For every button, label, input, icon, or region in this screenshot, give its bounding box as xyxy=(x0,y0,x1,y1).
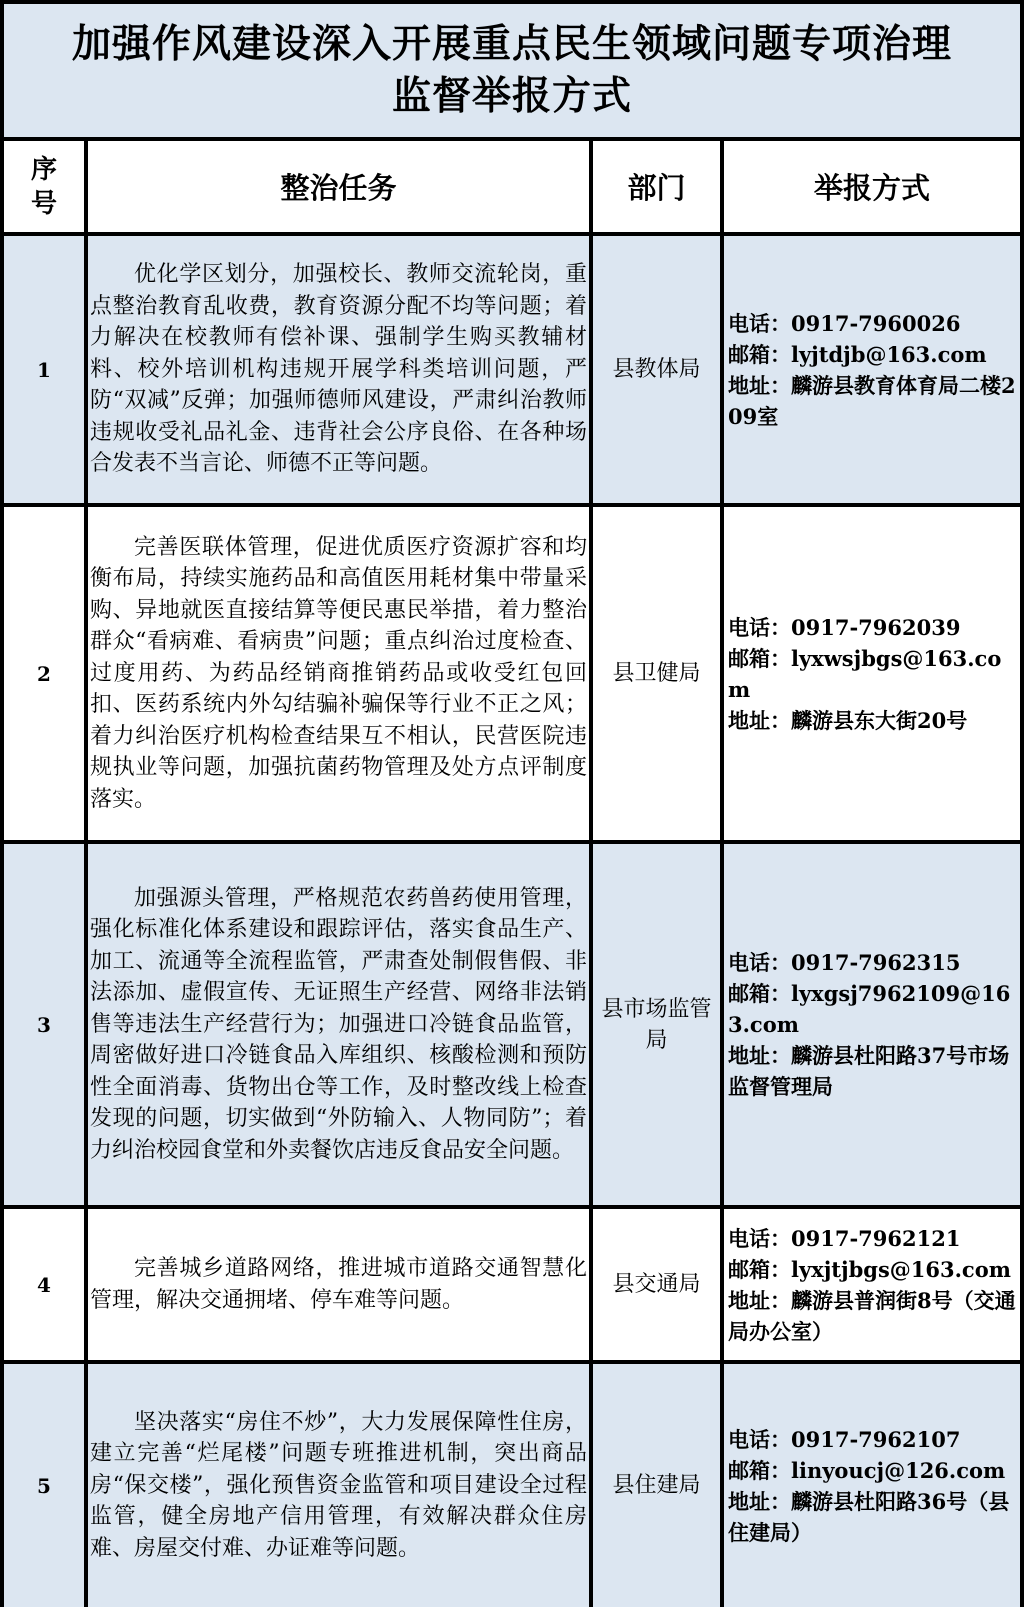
address-text: 地址：麟游县教育体育局二楼209室 xyxy=(728,372,1016,429)
contact-cell xyxy=(722,234,1020,505)
task-cell xyxy=(86,842,591,1207)
row-number: 4 xyxy=(4,1207,86,1362)
header-report: 举报方式 xyxy=(722,141,1020,234)
task-text: 加强源头管理，严格规范农药兽药使用管理，强化标准化体系建设和跟踪评估，落实食品生产、加工、流通等全流程监管，严肃查处制假售假、非法添加、虚假宣传、无证照生产经营、网络非法销售等违法生产经营行为；加强进口冷链食品监管，周密做好进口冷链食品入库组织、核酸检测和预防性全面消毒、货物出仓等工作，及时整改线上检查发现的问题，切实做到“外防输入、人物同防”；着力纠治校园食堂和外卖餐饮店违反食品安全问题。 xyxy=(90,885,587,1163)
table-row xyxy=(4,1362,1020,1607)
page-title-line-1: 加强作风建设深入开展重点民生领域问题专项治理 xyxy=(71,21,952,67)
email-text: 邮箱：lyjtdjb@163.com xyxy=(728,341,987,367)
table-row xyxy=(4,1207,1020,1362)
dept-cell: 县市场监管局 xyxy=(591,842,722,1207)
contact-cell xyxy=(722,842,1020,1207)
phone-text: 电话：0917-7962315 xyxy=(728,950,961,975)
task-text: 优化学区划分，加强校长、教师交流轮岗，重点整治教育乱收费，教育资源分配不均等问题；着力解决在校教师有偿补课、强制学生购买教辅材料、校外培训机构违规开展学科类培训问题，严防“双减”反弹；加强师德师风建设，严肃纠治教师违规收受礼品礼金、违背社会公序良俗、在各种场合发表不当言论、师德不正等问题。 xyxy=(90,262,587,477)
table-row xyxy=(4,234,1020,505)
email-text: 邮箱：lyxgsj7962109@163.com xyxy=(728,981,1011,1037)
table-row xyxy=(4,842,1020,1207)
phone-text: 电话：0917-7962121 xyxy=(728,1225,961,1251)
phone-text: 电话：0917-7960026 xyxy=(728,310,961,336)
page-title xyxy=(4,4,1020,141)
report-table xyxy=(4,141,1020,1607)
phone-text: 电话：0917-7962107 xyxy=(728,1426,961,1452)
task-cell xyxy=(86,234,591,505)
row-number: 2 xyxy=(4,505,86,842)
task-text: 完善城乡道路网络，推进城市道路交通智慧化管理，解决交通拥堵、停车难等问题。 xyxy=(90,1256,587,1313)
row-number: 1 xyxy=(4,234,86,505)
header-no: 序号 xyxy=(4,141,86,234)
contact-cell xyxy=(722,1207,1020,1362)
address-text: 地址：麟游县普润街8号（交通局办公室） xyxy=(728,1287,1016,1344)
address-text: 地址：麟游县杜阳路36号（县住建局） xyxy=(728,1488,1010,1545)
contact-cell xyxy=(722,1362,1020,1607)
row-number: 5 xyxy=(4,1362,86,1607)
task-text: 坚决落实“房住不炒”，大力发展保障性住房，建立完善“烂尾楼”问题专班推进机制，突出商品房“保交楼”，强化预售资金监管和项目建设全过程监管，健全房地产信用管理，有效解决群众住房难、房屋交付难、办证难等问题。 xyxy=(90,1409,587,1561)
header-dept: 部门 xyxy=(591,141,722,234)
row-number: 3 xyxy=(4,842,86,1207)
task-cell xyxy=(86,1207,591,1362)
table-row xyxy=(4,505,1020,842)
header-task: 整治任务 xyxy=(86,141,591,234)
email-text: 邮箱：lyxjtjbgs@163.com xyxy=(728,1256,1011,1282)
phone-text: 电话：0917-7962039 xyxy=(728,614,961,640)
task-cell xyxy=(86,505,591,842)
email-text: 邮箱：lyxwsjbgs@163.com xyxy=(728,645,1002,702)
contact-cell xyxy=(722,505,1020,842)
dept-cell: 县交通局 xyxy=(591,1207,722,1362)
page-title-line-2: 监督举报方式 xyxy=(391,73,632,119)
address-text: 地址：麟游县杜阳路37号市场监督管理局 xyxy=(728,1043,1010,1099)
dept-cell: 县教体局 xyxy=(591,234,722,505)
dept-cell: 县卫健局 xyxy=(591,505,722,842)
address-text: 地址：麟游县东大街20号 xyxy=(728,707,968,733)
table-header-row xyxy=(4,141,1020,234)
dept-cell: 县住建局 xyxy=(591,1362,722,1607)
task-cell xyxy=(86,1362,591,1607)
task-text: 完善医联体管理，促进优质医疗资源扩容和均衡布局，持续实施药品和高值医用耗材集中带量采购、异地就医直接结算等便民惠民举措，着力整治群众“看病难、看病贵”问题；重点纠治过度检查、过度用药、为药品经销商推销药品或收受红包回扣、医药系统内外勾结骗补骗保等行业不正之风；着力纠治医疗机构检查结果互不相认，民营医院违规执业等问题，加强抗菌药物管理及处方点评制度落实。 xyxy=(90,534,587,812)
email-text: 邮箱：linyoucj@126.com xyxy=(728,1457,1006,1483)
